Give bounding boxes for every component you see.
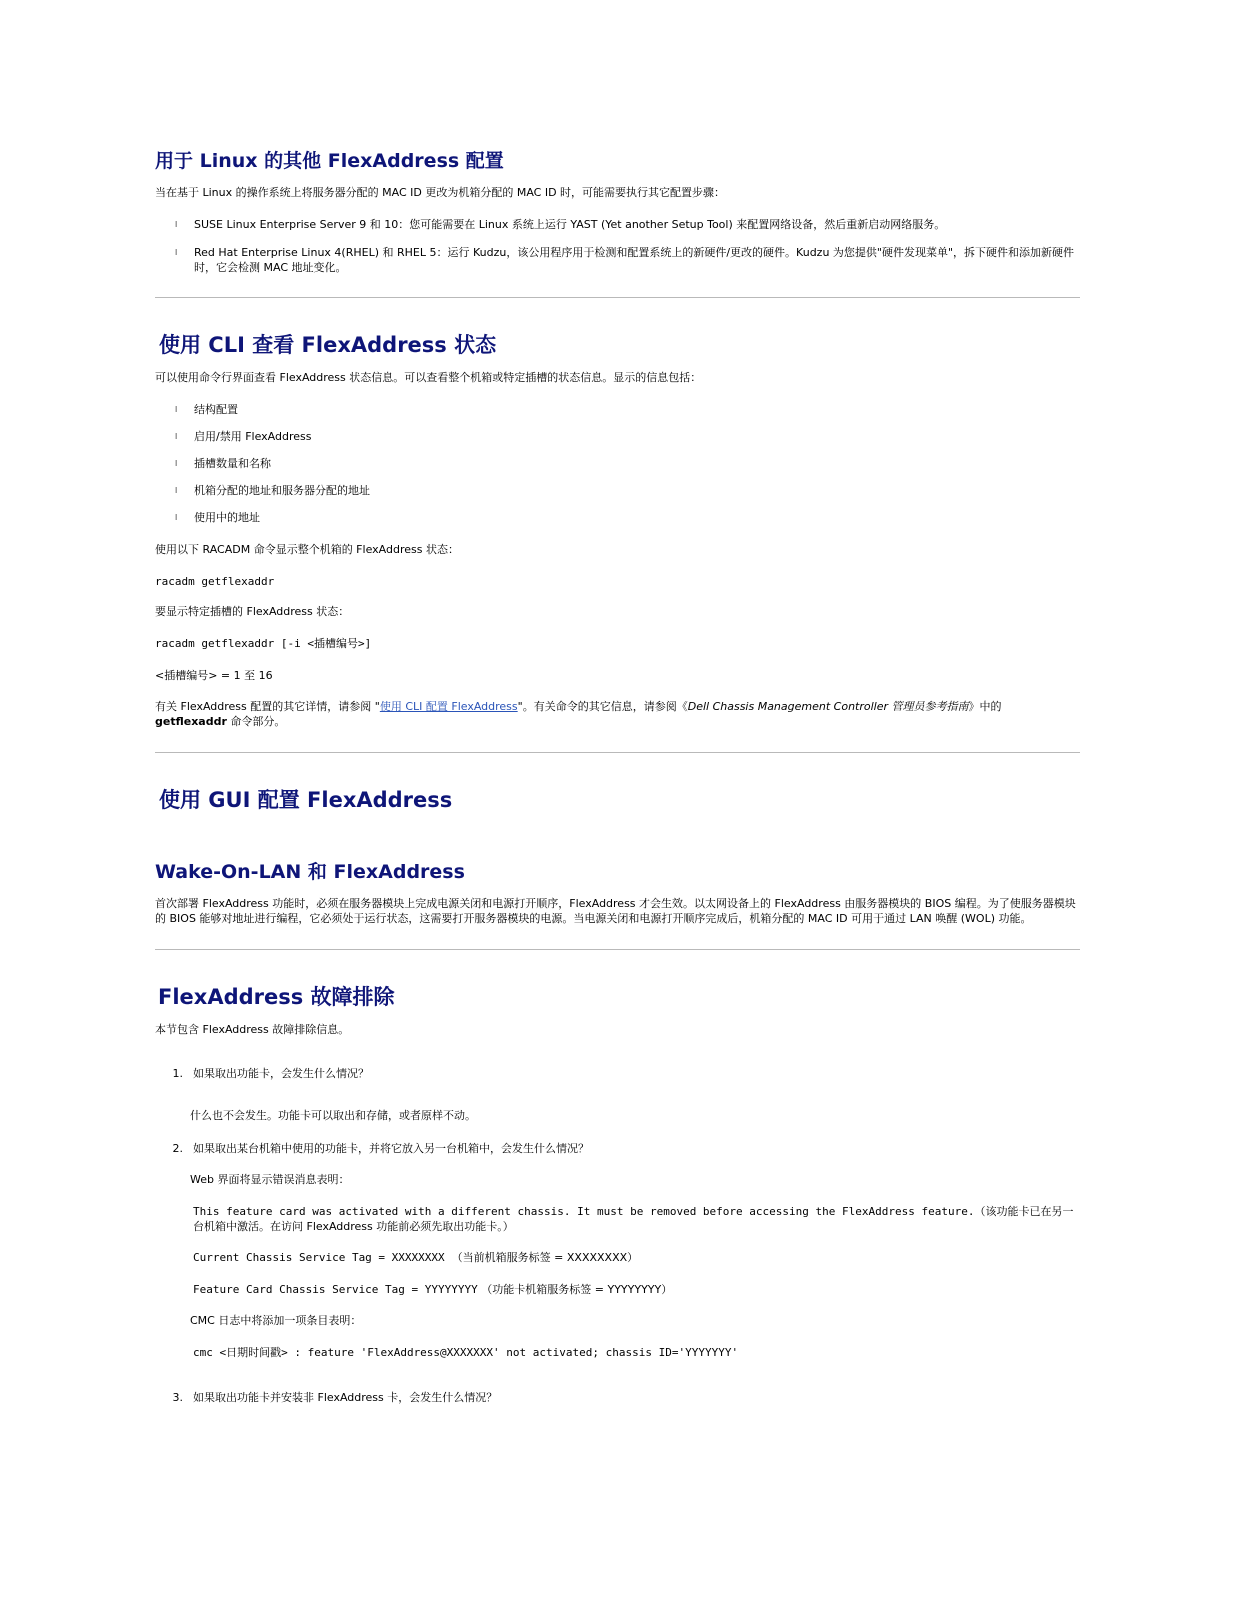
bullet-icon: l: [175, 248, 178, 257]
link-configure-flexaddress-cli[interactable]: 使用 CLI 配置 FlexAddress: [379, 700, 518, 713]
code-command: racadm getflexaddr: [155, 575, 275, 588]
heading-troubleshooting: FlexAddress 故障排除: [158, 985, 395, 1009]
bullet-icon: l: [175, 513, 178, 522]
linux-intro: 当在基于 Linux 的操作系统上将服务器分配的 MAC ID 更改为机箱分配的 MAC ID 时，可能需要执行其它配置步骤：: [155, 186, 726, 199]
slot-intro: 要显示特定插槽的 FlexAddress 状态：: [155, 605, 350, 618]
error-message: This feature card was activated with a different chassis. It must be removed before accessing the FlexAddress feature.（该功能卡已在另一台机箱中激活。在访问 FlexAddress 功能前必须先取出功能卡。）: [193, 1205, 1074, 1233]
divider: [155, 752, 1080, 753]
slot-range: <插槽编号> = 1 至 16: [155, 669, 273, 682]
cmd-intro: 使用以下 RACADM 命令显示整个机箱的 FlexAddress 状态：: [155, 543, 459, 556]
cmc-log-entry: cmc <日期时间戳> : feature 'FlexAddress@XXXXXXX' not activated; chassis ID='YYYYYYY': [193, 1346, 739, 1359]
divider: [155, 949, 1080, 950]
trouble-intro: 本节包含 FlexAddress 故障排除信息。: [155, 1023, 350, 1036]
bullet-icon: l: [175, 220, 178, 229]
cmc-log-intro: CMC 日志中将添加一项条目表明：: [190, 1314, 362, 1327]
code-command: racadm getflexaddr [-i <插槽编号>]: [155, 637, 372, 650]
cli-intro: 可以使用命令行界面查看 FlexAddress 状态信息。可以查看整个机箱或特定插槽的状态信息。显示的信息包括：: [155, 371, 702, 384]
service-tag-feature-card: Feature Card Chassis Service Tag = YYYYYYYY （功能卡机箱服务标签 = YYYYYYYY）: [193, 1283, 673, 1296]
document-page: 用于 Linux 的其他 FlexAddress 配置 当在基于 Linux 的操作系统上将服务器分配的 MAC ID 更改为机箱分配的 MAC ID 时，可能需要执行其它配置步骤： l SUSE Linux Enterprise Server 9 和 10：您可能需要在 Linux 系统上运行 YAST (Yet another Setup Tool) 来配置网络设备，然后重新启动网络服务。 l Red Hat Enterprise Linux 4(RHEL) 和 RHEL 5：运行 Kudzu，该公用程序用于检测和配置系统上的新硬件/更改的硬件。Kudzu 为您提供"硬件发现菜单"，拆下硬件和添加新硬件时，它会检测 MAC 地址变化。 使用 CLI 查看 FlexAddress 状态 可以使用命令行界面查看 FlexAddress 状态信息。可以查看整个机箱或特定插槽的状态信息。显示的信息包括： l 结构配置 l 启用/禁用 FlexAddress l 插槽数量和名称 l 机箱分配的地址和服务器分配的地址 l 使用中的地址 使用以下 RACADM 命令显示整个机箱的 FlexAddress 状态： racadm getflexaddr 要显示特定插槽的 FlexAddress 状态： racadm getflexaddr [-i <插槽编号>] <插槽编号> = 1 至 16 有关 FlexAddress 配置的其它详情，请参阅 "使用 CLI 配置 FlexAddress"。有关命令的其它信息，请参阅《Dell Chassis Management Controller 管理员参考指南》中的 getflexaddr 命令部分。 使用 GUI 配置 FlexAddress Wake-On-LAN 和 FlexAddress 首次部署 FlexAddress 功能时，必须在服务器模块上完成电源关闭和电源打开顺序，FlexAddress 才会生效。以太网设备上的 FlexAddress 由服务器模块的 BIOS 编程。为了使服务器模块的 BIOS 能够对地址进行编程，它必须处于运行状态，这需要打开服务器模块的电源。当电源关闭和电源打开顺序完成后，机箱分配的 MAC ID 可用于通过 LAN 唤醒 (WOL) 功能。 FlexAddress 故障排除 本节包含 FlexAddress 故障排除信息。 1. 如果取出功能卡，会发生什么情况？ 什么也不会发生。功能卡可以取出和存储，或者原样不动。 2. 如果取出某台机箱中使用的功能卡，并将它放入另一台机箱中，会发生什么情况？ Web 界面将显示错误消息表明： This feature card was activated with a different chassis. It must be removed before accessing the FlexAddress feature.（该功能卡已在另一台机箱中激活。在访问 FlexAddress 功能前必须先取出功能卡。） Current Chassis Service Tag = XXXXXXXX （当前机箱服务标签 = XXXXXXXX） Feature Card Chassis Service Tag = YYYYYYYY （功能卡机箱服务标签 = YYYYYYYY） CMC 日志中将添加一项条目表明： cmc <日期时间戳> : feature 'FlexAddress@XXXXXXX' not activated; chassis ID='YYYYYYY' 3. 如果取出功能卡并安装非 FlexAddress 卡，会发生什么情况？: [0, 0, 1237, 1600]
heading-linux-config: 用于 Linux 的其他 FlexAddress 配置: [155, 150, 504, 172]
heading-wake-on-lan: Wake-On-LAN 和 FlexAddress: [155, 861, 465, 883]
divider: [155, 297, 1080, 298]
bullet-icon: l: [175, 405, 178, 414]
heading-gui-config: 使用 GUI 配置 FlexAddress: [159, 788, 453, 812]
faq-answer: 什么也不会发生。功能卡可以取出和存储，或者原样不动。: [190, 1109, 476, 1122]
cli-note: 有关 FlexAddress 配置的其它详情，请参阅 "使用 CLI 配置 FlexAddress"。有关命令的其它信息，请参阅《Dell Chassis Management Controller 管理员参考指南》中的 getflexaddr 命令部分。: [155, 700, 1002, 728]
bullet-icon: l: [175, 486, 178, 495]
web-error-intro: Web 界面将显示错误消息表明：: [190, 1173, 350, 1186]
bullet-icon: l: [175, 459, 178, 468]
bullet-icon: l: [175, 432, 178, 441]
wol-text: 首次部署 FlexAddress 功能时，必须在服务器模块上完成电源关闭和电源打开顺序，FlexAddress 才会生效。以太网设备上的 FlexAddress 由服务器模块的 BIOS 编程。为了使服务器模块的 BIOS 能够对地址进行编程，它必须处于运行状态，这需要打开服务器模块的电源。当电源关闭和电源打开顺序完成后，机箱分配的 MAC ID 可用于通过 LAN 唤醒 (WOL) 功能。: [155, 897, 1076, 925]
heading-cli-status: 使用 CLI 查看 FlexAddress 状态: [159, 333, 497, 357]
service-tag-current: Current Chassis Service Tag = XXXXXXXX （当前机箱服务标签 = XXXXXXXX）: [193, 1251, 639, 1264]
